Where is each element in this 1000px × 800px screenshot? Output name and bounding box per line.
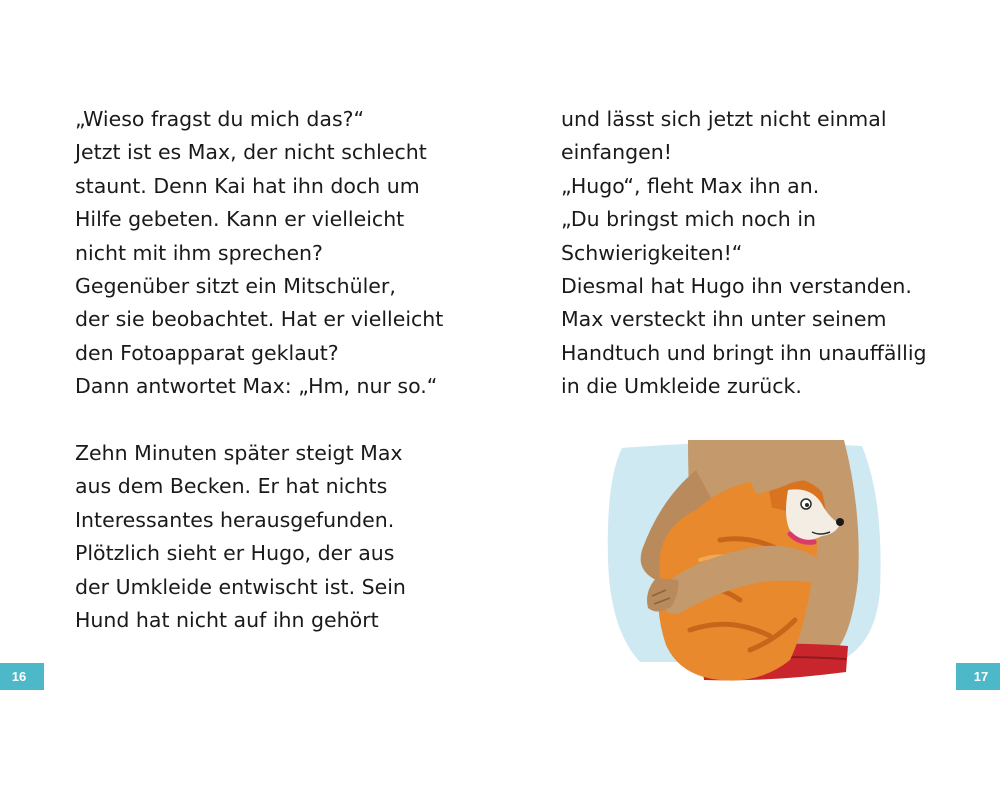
text-line: „Wieso fragst du mich das?“ [75, 107, 365, 131]
text-line: Hilfe gebeten. Kann er vielleicht [75, 207, 405, 232]
text-line: in die Umkleide zurück. [561, 374, 802, 399]
text-line: „Hugo“, fleht Max ihn an. [561, 173, 820, 198]
boy-holding-dog-illustration [600, 440, 890, 690]
text-line: Handtuch und bringt ihn unauffällig [561, 340, 927, 365]
text-line: nicht mit ihm sprechen? [75, 240, 323, 265]
text-line: „Du bringst mich noch in [561, 207, 817, 232]
text-line: der Umkleide entwischt ist. Sein [75, 574, 406, 599]
text-line: Plötzlich sieht er Hugo, der aus [75, 541, 395, 566]
text-line: Jetzt ist es Max, der nicht schlecht [75, 140, 427, 165]
text-line: den Fotoapparat geklaut? [75, 340, 339, 365]
dog-nose [836, 518, 844, 526]
text-line: Max versteckt ihn unter seinem [561, 307, 887, 332]
text-line: Diesmal hat Hugo ihn verstanden. [561, 274, 912, 299]
right-text-column [561, 103, 927, 404]
page-number-right: 17 [956, 663, 1000, 690]
page-number-left: 16 [0, 663, 44, 690]
text-line: Hund hat nicht auf ihn gehört [75, 608, 379, 633]
text-line: und lässt sich jetzt nicht einmal [561, 107, 887, 131]
text-line: der sie beobachtet. Hat er vielleicht [75, 307, 444, 332]
left-text-column [75, 103, 443, 637]
text-line: Zehn Minuten später steigt Max [75, 441, 403, 466]
text-line: Gegenüber sitzt ein Mitschüler, [75, 274, 396, 299]
text-line: Schwierigkeiten!“ [561, 240, 743, 265]
text-line: staunt. Denn Kai hat ihn doch um [75, 173, 420, 198]
text-line: Interessantes herausgefunden. [75, 507, 395, 532]
text-line: aus dem Becken. Er hat nichts [75, 474, 388, 499]
right-page [500, 0, 1000, 800]
text-line: Dann antwortet Max: „Hm, nur so.“ [75, 374, 438, 399]
text-line: einfangen! [561, 140, 672, 165]
paragraph-gap [75, 404, 443, 437]
